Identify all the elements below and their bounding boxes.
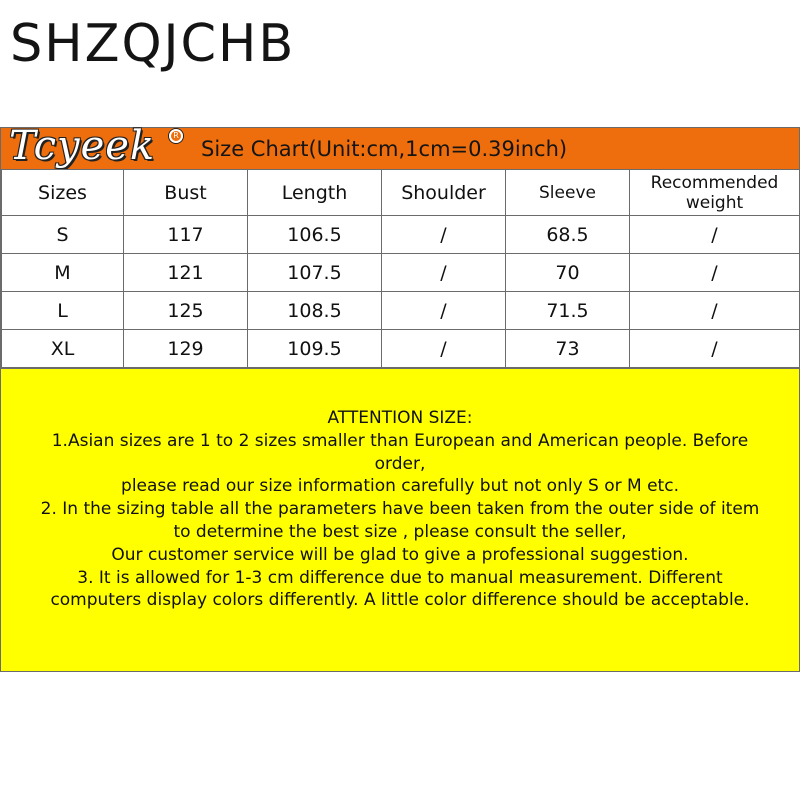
- table-row: [2, 330, 800, 368]
- cell-size: XL: [2, 330, 124, 368]
- cell-sleeve: 70: [506, 254, 630, 292]
- table-header-row: [2, 170, 800, 216]
- cell-bust: 129: [124, 330, 248, 368]
- attention-line: order,: [374, 453, 426, 474]
- attention-line: computers display colors differently. A little color difference should be acceptable.: [50, 590, 750, 611]
- attention-notice: [1, 368, 799, 671]
- size-chart-header: [1, 123, 799, 170]
- header-sleeve: Sleeve: [506, 170, 630, 216]
- cell-bust: 121: [124, 254, 248, 292]
- cell-length: 108.5: [248, 292, 382, 330]
- table-row: [2, 216, 800, 254]
- attention-line: Our customer service will be glad to give a professional suggestion.: [111, 544, 689, 565]
- cell-sleeve: 68.5: [506, 216, 630, 254]
- attention-line: 2. In the sizing table all the parameters have been taken from the outer side of item: [40, 499, 760, 520]
- cell-sleeve: 71.5: [506, 292, 630, 330]
- header-shoulder: Shoulder: [382, 170, 506, 216]
- cell-size: M: [2, 254, 124, 292]
- size-chart: [0, 123, 800, 672]
- cell-bust: 125: [124, 292, 248, 330]
- cell-shoulder: /: [382, 292, 506, 330]
- cell-length: 106.5: [248, 216, 382, 254]
- cell-weight: /: [630, 254, 800, 292]
- header-recommended-weight: Recommended weight: [630, 170, 800, 216]
- cell-length: 109.5: [248, 330, 382, 368]
- cell-shoulder: /: [382, 216, 506, 254]
- header-sizes: Sizes: [2, 170, 124, 216]
- attention-line: 1.Asian sizes are 1 to 2 sizes smaller than European and American people. Before: [51, 430, 749, 451]
- table-row: [2, 254, 800, 292]
- cell-sleeve: 73: [506, 330, 630, 368]
- cell-weight: /: [630, 216, 800, 254]
- attention-line: please read our size information carefully but not only S or M etc.: [121, 476, 679, 497]
- cell-shoulder: /: [382, 254, 506, 292]
- attention-text: [1, 407, 799, 612]
- size-table: [1, 169, 800, 368]
- attention-line: 3. It is allowed for 1-3 cm difference due to manual measurement. Different: [77, 567, 723, 588]
- brand-title: SHZQJCHB: [10, 14, 296, 74]
- table-row: [2, 292, 800, 330]
- cell-bust: 117: [124, 216, 248, 254]
- cell-weight: /: [630, 330, 800, 368]
- attention-heading: ATTENTION SIZE:: [327, 408, 473, 428]
- cell-length: 107.5: [248, 254, 382, 292]
- cell-weight: /: [630, 292, 800, 330]
- size-chart-title: Size Chart(Unit:cm,1cm=0.39inch): [201, 137, 568, 161]
- cell-size: S: [2, 216, 124, 254]
- brand-logo: Tcyeek: [9, 123, 156, 169]
- header-length: Length: [248, 170, 382, 216]
- cell-shoulder: /: [382, 330, 506, 368]
- header-bust: Bust: [124, 170, 248, 216]
- registered-mark-icon: R: [169, 129, 183, 143]
- attention-line: to determine the best size , please consult the seller,: [173, 521, 627, 542]
- cell-size: L: [2, 292, 124, 330]
